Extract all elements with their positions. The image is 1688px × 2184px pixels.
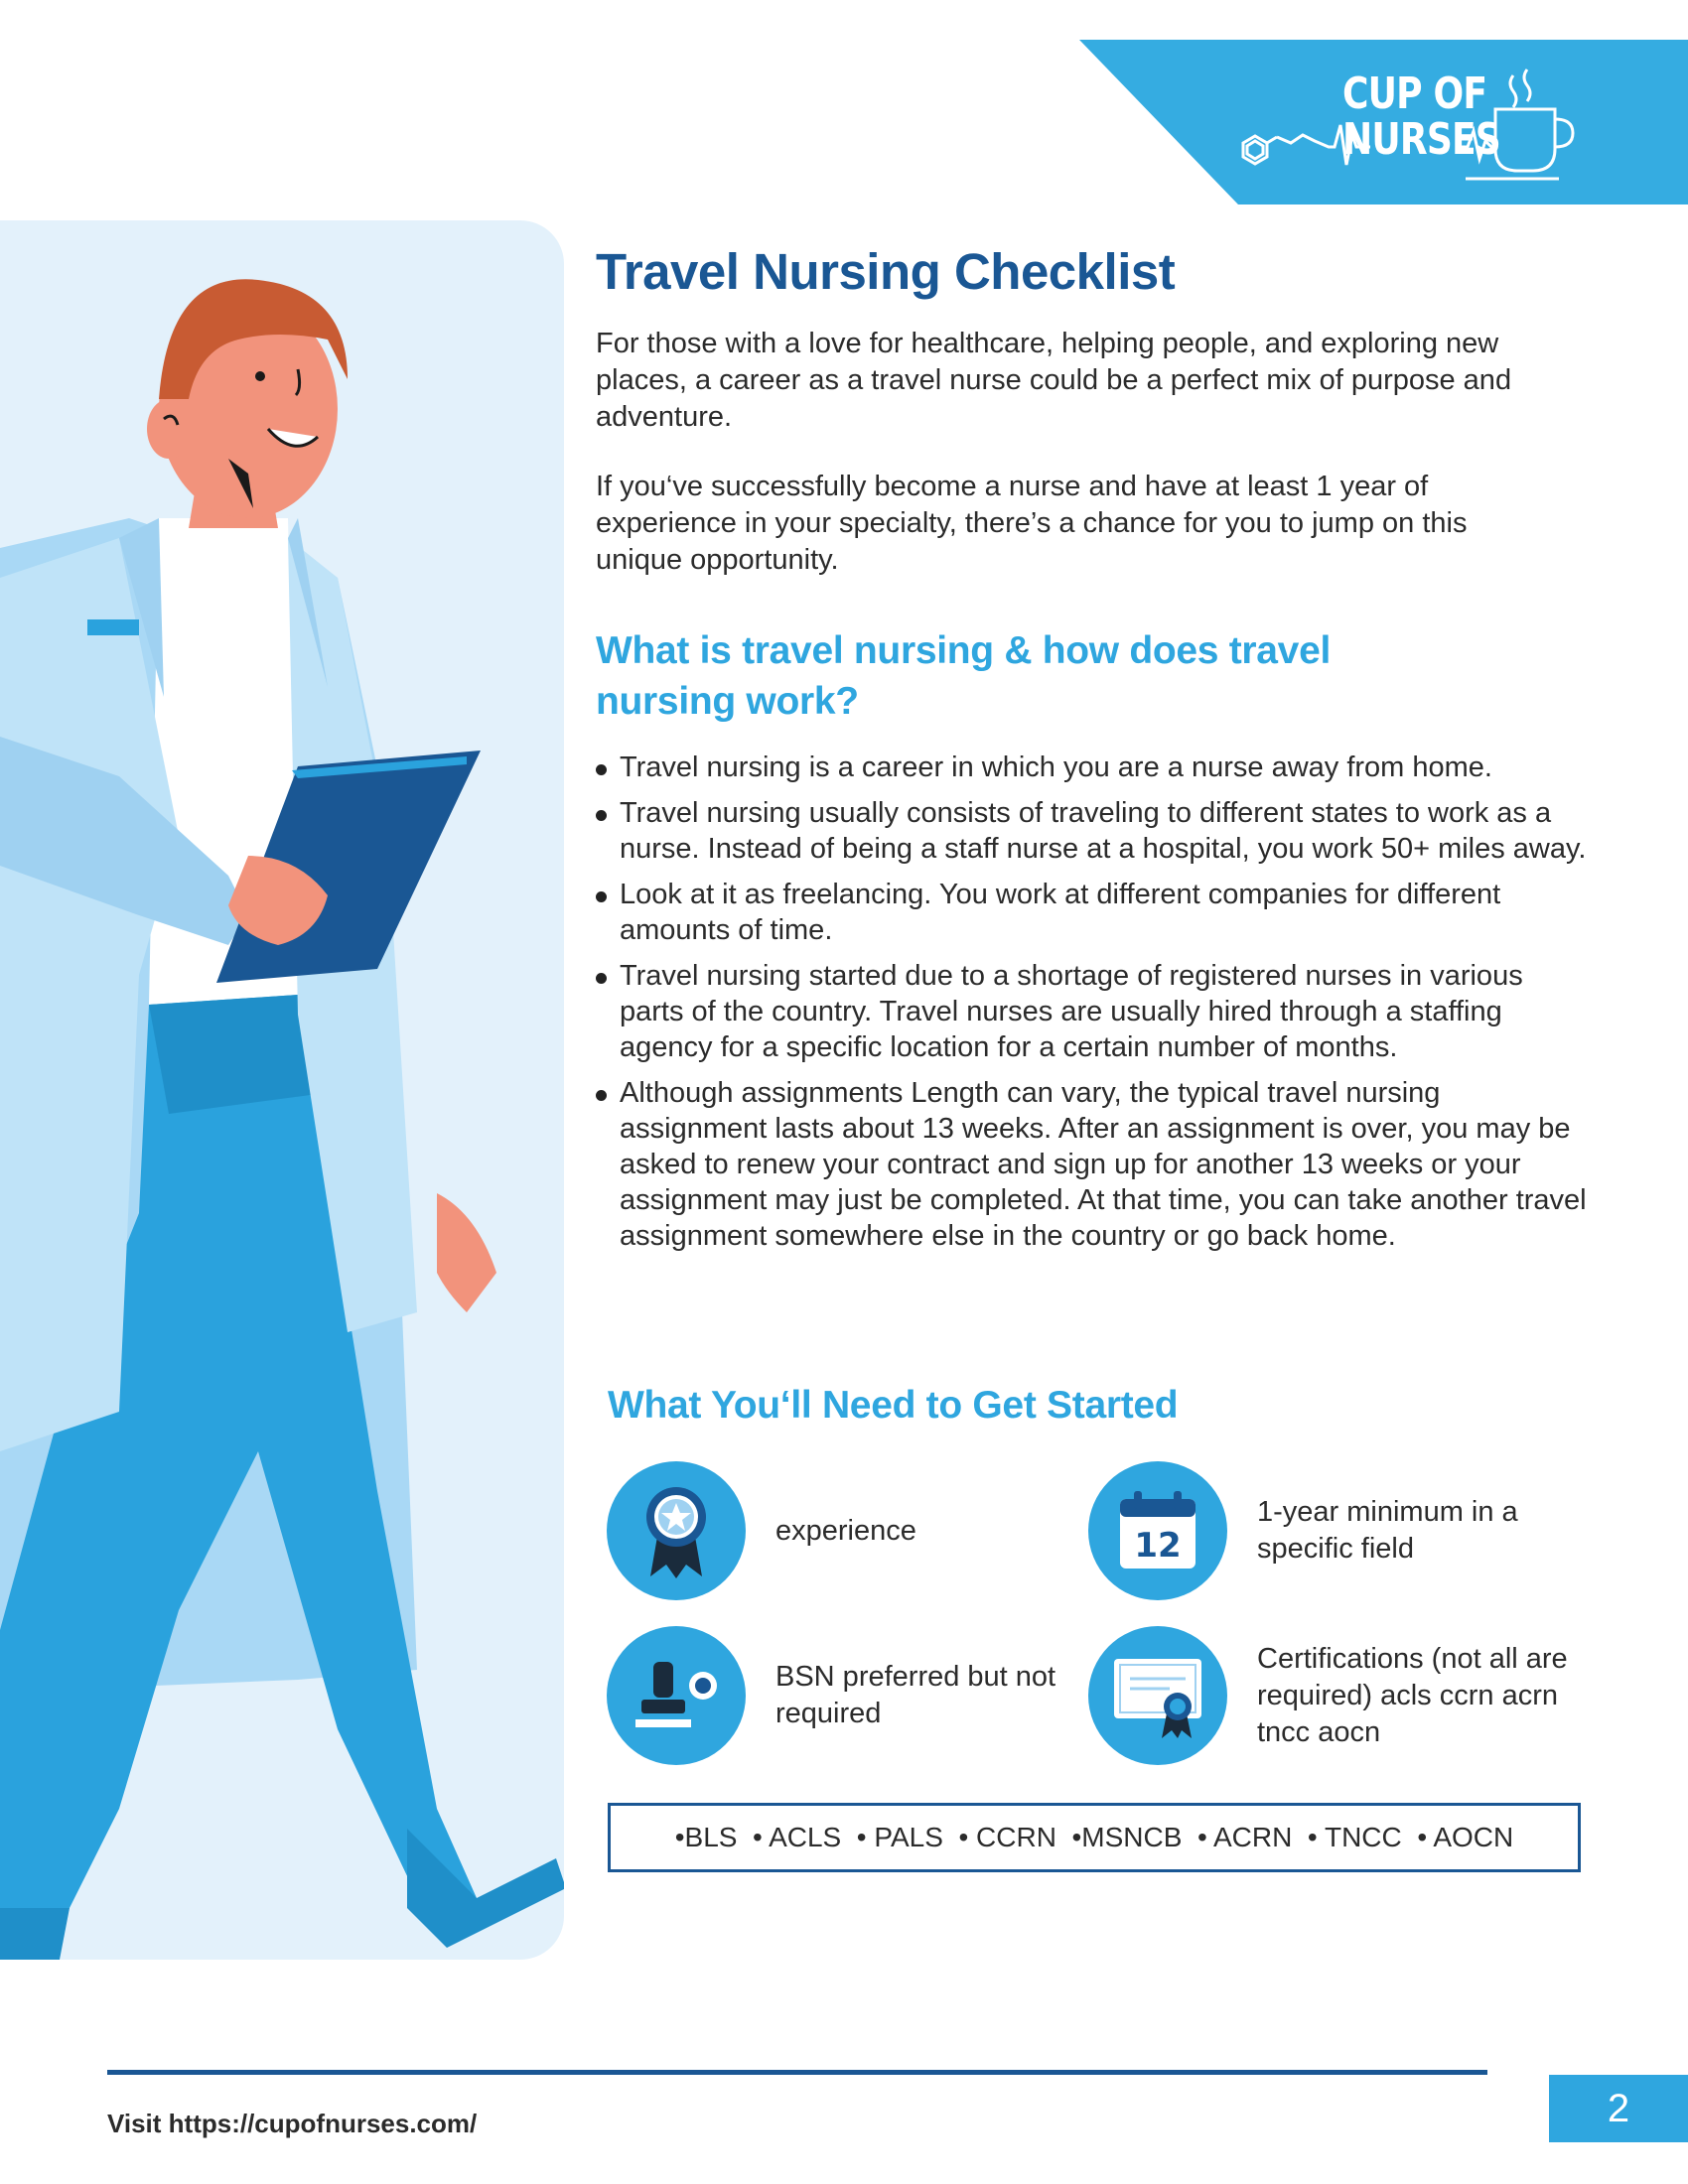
need-item-bsn xyxy=(607,1626,1093,1765)
certificate-icon xyxy=(1088,1626,1227,1765)
award-ribbon-icon xyxy=(607,1461,746,1600)
logo-wordmark xyxy=(1342,68,1500,165)
logo-line1: CUP OF xyxy=(1342,68,1487,119)
section1-heading xyxy=(596,625,1331,727)
cert-item: • CCRN xyxy=(958,1822,1056,1852)
certifications-box xyxy=(608,1803,1581,1872)
section1-heading-line1: What is travel nursing & how does travel xyxy=(596,629,1331,672)
list-item: Travel nursing started due to a shortage of registered nurses in various parts of the country. Travel nurses are usually hired through a staffing agency for a specific location for a certain number of months. xyxy=(596,958,1589,1065)
calendar-day: 12 xyxy=(1134,1526,1182,1566)
need-item-certifications xyxy=(1088,1626,1575,1765)
cert-item: •BLS xyxy=(674,1822,738,1852)
section1-bullet-list xyxy=(596,750,1589,1264)
list-item: Travel nursing usually consists of traveling to different states to work as a nurse. Instead of being a staff nurse at a hospital, you work 50+ miles away. xyxy=(596,795,1589,867)
section1-heading-line2: nursing work? xyxy=(596,680,859,723)
cert-item: • ACLS xyxy=(753,1822,842,1852)
footer-website-link[interactable]: Visit https://cupofnurses.com/ xyxy=(107,2109,478,2138)
intro-paragraph-2: If you‘ve successfully become a nurse and have at least 1 year of experience in your specialty, there’s a chance for you to jump on this unique opportunity. xyxy=(596,471,1468,576)
intro-paragraph-1: For those with a love for healthcare, helping people, and exploring new places, a career as a travel nurse could be a perfect mix of purpose and adventure. xyxy=(596,328,1512,433)
cup-of-nurses-logo xyxy=(1231,62,1589,191)
need-text: 1-year minimum in a specific field xyxy=(1257,1496,1518,1565)
list-item: Although assignments Length can vary, the typical travel nursing assignment lasts about 13 weeks. After an assignment is over, you may be asked to renew your contract and sign up for another 13 weeks or your assignment may just be completed. At that time, you can take another travel assignment somewhere else in the country or go back home. xyxy=(596,1075,1589,1254)
logo-line2: NURSES xyxy=(1342,114,1500,165)
need-item-experience xyxy=(607,1461,1093,1600)
cert-item: • TNCC xyxy=(1307,1822,1402,1852)
cert-item: • ACRN xyxy=(1196,1822,1293,1852)
list-item: Travel nursing is a career in which you are a nurse away from home. xyxy=(596,750,1589,785)
footer-divider xyxy=(107,2070,1487,2075)
cert-item: • AOCN xyxy=(1417,1822,1514,1852)
nurse-illustration xyxy=(0,220,564,1960)
cert-item: • PALS xyxy=(856,1822,943,1852)
need-text: BSN preferred but not required xyxy=(775,1661,1056,1729)
calendar-icon xyxy=(1088,1461,1227,1600)
list-item: Look at it as freelancing. You work at different companies for different amounts of time. xyxy=(596,877,1589,948)
stamp-icon xyxy=(607,1626,746,1765)
need-item-minimum-year xyxy=(1088,1461,1575,1600)
section2-heading: What You‘ll Need to Get Started xyxy=(608,1384,1179,1427)
need-text: Certifications (not all are required) acls ccrn acrn tncc aocn xyxy=(1257,1642,1568,1748)
page-title: Travel Nursing Checklist xyxy=(596,243,1176,300)
page-number-badge: 2 xyxy=(1549,2075,1688,2142)
need-text: experience xyxy=(775,1514,916,1547)
illustration-panel xyxy=(0,220,564,1960)
cert-item: •MSNCB xyxy=(1071,1822,1183,1852)
